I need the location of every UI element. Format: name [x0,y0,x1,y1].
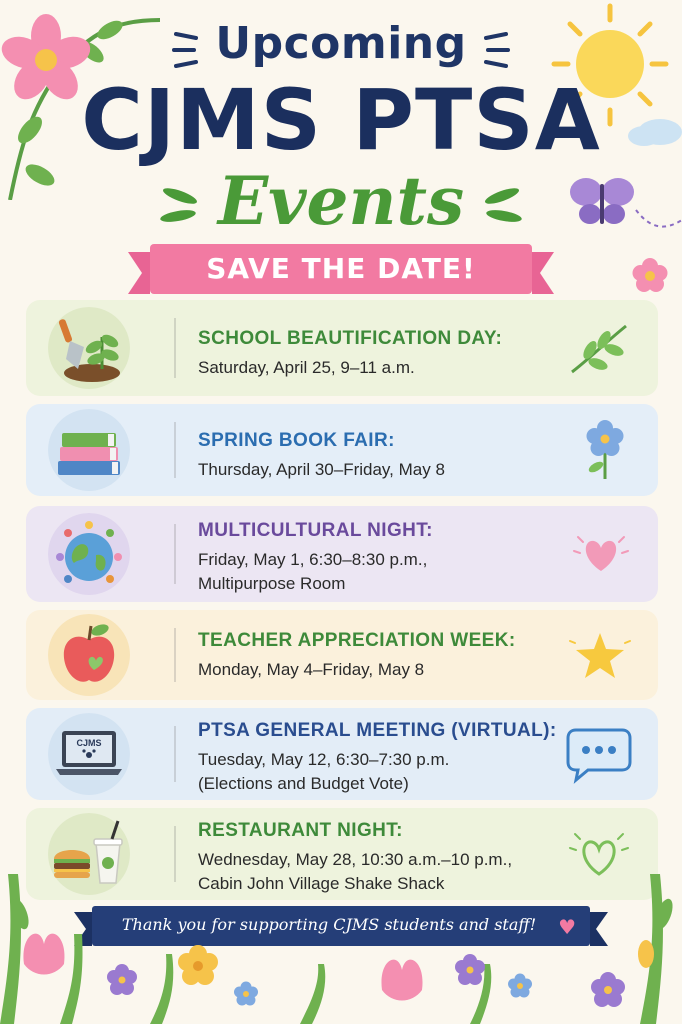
event-card-general-meeting [26,708,658,800]
event-location: Multipurpose Room [198,574,346,593]
event-card-book-fair [26,404,658,496]
event-card-teacher-appreciation [26,610,658,700]
event-date: Saturday, April 25, 9–11 a.m. [198,358,415,377]
event-title: SCHOOL BEAUTIFICATION DAY: [198,328,503,349]
title-upcoming: Upcoming [215,18,467,69]
event-date: Monday, May 4–Friday, May 8 [198,660,425,679]
gardening-trowel-icon [48,307,130,389]
title-cjms-ptsa: CJMS PTSA [81,71,601,169]
banner-text: SAVE THE DATE! [206,252,476,285]
event-date: Wednesday, May 28, 10:30 a.m.–10 p.m., [198,850,513,869]
card-divider [174,422,176,478]
leaf-sprig-icon [568,320,632,376]
event-title: RESTAURANT NIGHT: [198,820,403,841]
flower-border-icon [0,854,682,1024]
laptop-icon [48,713,130,795]
event-title: MULTICULTURAL NIGHT: [198,520,433,541]
card-divider [174,726,176,782]
event-location: Cabin John Village Shake Shack [198,874,445,893]
save-the-date-banner [150,244,532,294]
heart-icon [570,529,632,579]
title-events: Events [217,162,465,240]
event-card-multicultural [26,506,658,602]
blue-flower-icon [578,419,632,481]
globe-people-icon [48,513,130,595]
event-title: TEACHER APPRECIATION WEEK: [198,630,516,651]
book-stack-icon [48,409,130,491]
event-title: SPRING BOOK FAIR: [198,430,395,451]
star-icon [568,627,632,683]
card-divider [174,628,176,682]
small-flower-icon [628,254,672,298]
event-date: Friday, May 1, 6:30–8:30 p.m., [198,550,428,569]
card-divider [174,524,176,584]
event-note: (Elections and Budget Vote) [198,774,409,793]
card-divider [174,318,176,378]
laptop-screen-label: CJMS [76,738,102,748]
event-title: PTSA GENERAL MEETING (VIRTUAL): [198,720,557,741]
event-date: Tuesday, May 12, 6:30–7:30 p.m. [198,750,450,769]
thank-you-text: Thank you for supporting CJMS students and staff! [121,915,537,934]
event-date: Thursday, April 30–Friday, May 8 [198,460,445,479]
event-card-beautification [26,300,658,396]
pink-heart-icon: ♥ [558,915,576,939]
apple-icon [48,614,130,696]
chat-bubble-icon [566,724,632,784]
